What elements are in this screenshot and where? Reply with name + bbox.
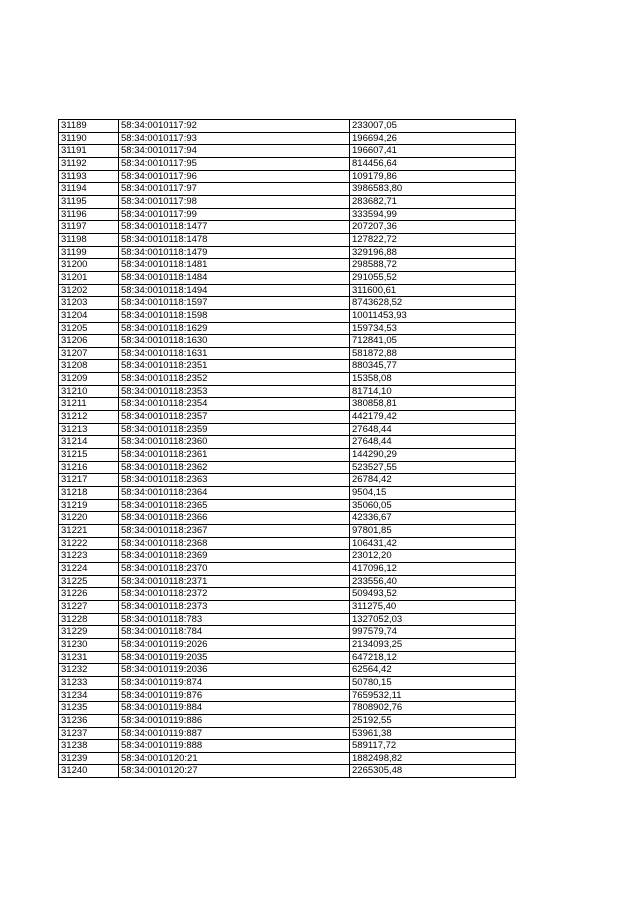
table-row bbox=[59, 562, 516, 575]
cadastral-number-cell: 58:34:0010118:1481 bbox=[119, 259, 350, 272]
row-number-cell: 31212 bbox=[59, 411, 119, 424]
row-number-cell: 31237 bbox=[59, 727, 119, 740]
table-row bbox=[59, 689, 516, 702]
cadastral-number-cell: 58:34:0010118:2353 bbox=[119, 385, 350, 398]
table-row bbox=[59, 221, 516, 234]
cadastral-number-cell: 58:34:0010118:1631 bbox=[119, 347, 350, 360]
row-number-cell: 31207 bbox=[59, 347, 119, 360]
cadastral-number-cell: 58:34:0010118:2364 bbox=[119, 487, 350, 500]
row-number-cell: 31193 bbox=[59, 170, 119, 183]
row-number-cell: 31225 bbox=[59, 575, 119, 588]
row-number-cell: 31202 bbox=[59, 284, 119, 297]
row-number-cell: 31196 bbox=[59, 208, 119, 221]
value-cell: 26784,42 bbox=[350, 474, 516, 487]
cadastral-number-cell: 58:34:0010118:2359 bbox=[119, 423, 350, 436]
value-cell: 581872,88 bbox=[350, 347, 516, 360]
value-cell: 25192,55 bbox=[350, 714, 516, 727]
table-row bbox=[59, 297, 516, 310]
value-cell: 509493,52 bbox=[350, 588, 516, 601]
cadastral-number-cell: 58:34:0010118:2363 bbox=[119, 474, 350, 487]
value-cell: 207207,36 bbox=[350, 221, 516, 234]
table-row bbox=[59, 170, 516, 183]
cadastral-number-cell: 58:34:0010118:1479 bbox=[119, 246, 350, 259]
table-row bbox=[59, 411, 516, 424]
value-cell: 814456,64 bbox=[350, 157, 516, 170]
row-number-cell: 31203 bbox=[59, 297, 119, 310]
cadastral-number-cell: 58:34:0010117:93 bbox=[119, 132, 350, 145]
cadastral-number-cell: 58:34:0010118:1630 bbox=[119, 335, 350, 348]
value-cell: 1882498,82 bbox=[350, 752, 516, 765]
table-row bbox=[59, 208, 516, 221]
value-cell: 97801,85 bbox=[350, 525, 516, 538]
data-table-body bbox=[59, 120, 516, 778]
value-cell: 10011453,93 bbox=[350, 309, 516, 322]
cadastral-number-cell: 58:34:0010118:1477 bbox=[119, 221, 350, 234]
table-row bbox=[59, 600, 516, 613]
cadastral-number-cell: 58:34:0010118:2351 bbox=[119, 360, 350, 373]
table-row bbox=[59, 385, 516, 398]
value-cell: 712841,05 bbox=[350, 335, 516, 348]
cadastral-number-cell: 58:34:0010119:874 bbox=[119, 676, 350, 689]
cadastral-number-cell: 58:34:0010118:2365 bbox=[119, 499, 350, 512]
value-cell: 106431,42 bbox=[350, 537, 516, 550]
cadastral-number-cell: 58:34:0010118:2372 bbox=[119, 588, 350, 601]
cadastral-number-cell: 58:34:0010117:97 bbox=[119, 183, 350, 196]
value-cell: 27648,44 bbox=[350, 436, 516, 449]
row-number-cell: 31190 bbox=[59, 132, 119, 145]
table-row bbox=[59, 145, 516, 158]
table-row bbox=[59, 271, 516, 284]
cadastral-number-cell: 58:34:0010118:1629 bbox=[119, 322, 350, 335]
table-row bbox=[59, 347, 516, 360]
cadastral-number-cell: 58:34:0010117:95 bbox=[119, 157, 350, 170]
row-number-cell: 31197 bbox=[59, 221, 119, 234]
table-row bbox=[59, 550, 516, 563]
value-cell: 2265305,48 bbox=[350, 765, 516, 778]
table-row bbox=[59, 499, 516, 512]
value-cell: 997579,74 bbox=[350, 626, 516, 639]
cadastral-number-cell: 58:34:0010118:1597 bbox=[119, 297, 350, 310]
value-cell: 9504,15 bbox=[350, 487, 516, 500]
value-cell: 50780,15 bbox=[350, 676, 516, 689]
table-row bbox=[59, 373, 516, 386]
table-row bbox=[59, 752, 516, 765]
table-row bbox=[59, 512, 516, 525]
row-number-cell: 31192 bbox=[59, 157, 119, 170]
value-cell: 647218,12 bbox=[350, 651, 516, 664]
row-number-cell: 31210 bbox=[59, 385, 119, 398]
value-cell: 311600,61 bbox=[350, 284, 516, 297]
row-number-cell: 31229 bbox=[59, 626, 119, 639]
cadastral-number-cell: 58:34:0010117:99 bbox=[119, 208, 350, 221]
table-row bbox=[59, 588, 516, 601]
value-cell: 23012,20 bbox=[350, 550, 516, 563]
row-number-cell: 31223 bbox=[59, 550, 119, 563]
table-row bbox=[59, 525, 516, 538]
table-row bbox=[59, 676, 516, 689]
cadastral-number-cell: 58:34:0010117:98 bbox=[119, 195, 350, 208]
value-cell: 8743628,52 bbox=[350, 297, 516, 310]
cadastral-number-cell: 58:34:0010119:2036 bbox=[119, 664, 350, 677]
table-row bbox=[59, 474, 516, 487]
table-row bbox=[59, 132, 516, 145]
table-row bbox=[59, 183, 516, 196]
table-row bbox=[59, 714, 516, 727]
value-cell: 417096,12 bbox=[350, 562, 516, 575]
cadastral-number-cell: 58:34:0010119:887 bbox=[119, 727, 350, 740]
row-number-cell: 31209 bbox=[59, 373, 119, 386]
row-number-cell: 31204 bbox=[59, 309, 119, 322]
cadastral-number-cell: 58:34:0010119:2026 bbox=[119, 638, 350, 651]
row-number-cell: 31239 bbox=[59, 752, 119, 765]
cadastral-number-cell: 58:34:0010118:2354 bbox=[119, 398, 350, 411]
cadastral-number-cell: 58:34:0010118:2357 bbox=[119, 411, 350, 424]
row-number-cell: 31215 bbox=[59, 449, 119, 462]
table-row bbox=[59, 613, 516, 626]
table-row bbox=[59, 157, 516, 170]
cadastral-number-cell: 58:34:0010118:1598 bbox=[119, 309, 350, 322]
row-number-cell: 31238 bbox=[59, 740, 119, 753]
value-cell: 880345,77 bbox=[350, 360, 516, 373]
row-number-cell: 31218 bbox=[59, 487, 119, 500]
row-number-cell: 31191 bbox=[59, 145, 119, 158]
row-number-cell: 31236 bbox=[59, 714, 119, 727]
value-cell: 15358,08 bbox=[350, 373, 516, 386]
cadastral-number-cell: 58:34:0010117:92 bbox=[119, 120, 350, 133]
row-number-cell: 31228 bbox=[59, 613, 119, 626]
cadastral-number-cell: 58:34:0010118:1478 bbox=[119, 233, 350, 246]
table-row bbox=[59, 423, 516, 436]
value-cell: 311275,40 bbox=[350, 600, 516, 613]
row-number-cell: 31233 bbox=[59, 676, 119, 689]
row-number-cell: 31222 bbox=[59, 537, 119, 550]
cadastral-number-cell: 58:34:0010117:96 bbox=[119, 170, 350, 183]
cadastral-number-cell: 58:34:0010118:2367 bbox=[119, 525, 350, 538]
row-number-cell: 31230 bbox=[59, 638, 119, 651]
value-cell: 7659532,11 bbox=[350, 689, 516, 702]
cadastral-number-cell: 58:34:0010117:94 bbox=[119, 145, 350, 158]
table-row bbox=[59, 233, 516, 246]
row-number-cell: 31189 bbox=[59, 120, 119, 133]
cadastral-number-cell: 58:34:0010118:2362 bbox=[119, 461, 350, 474]
row-number-cell: 31200 bbox=[59, 259, 119, 272]
row-number-cell: 31213 bbox=[59, 423, 119, 436]
value-cell: 283682,71 bbox=[350, 195, 516, 208]
row-number-cell: 31224 bbox=[59, 562, 119, 575]
value-cell: 380858,81 bbox=[350, 398, 516, 411]
data-table bbox=[58, 119, 516, 778]
cadastral-number-cell: 58:34:0010120:27 bbox=[119, 765, 350, 778]
table-row bbox=[59, 537, 516, 550]
cadastral-number-cell: 58:34:0010118:2361 bbox=[119, 449, 350, 462]
cadastral-number-cell: 58:34:0010118:2352 bbox=[119, 373, 350, 386]
value-cell: 35060,05 bbox=[350, 499, 516, 512]
row-number-cell: 31211 bbox=[59, 398, 119, 411]
value-cell: 159734,53 bbox=[350, 322, 516, 335]
table-row bbox=[59, 575, 516, 588]
value-cell: 291055,52 bbox=[350, 271, 516, 284]
table-row bbox=[59, 702, 516, 715]
row-number-cell: 31226 bbox=[59, 588, 119, 601]
table-row bbox=[59, 449, 516, 462]
value-cell: 589117,72 bbox=[350, 740, 516, 753]
row-number-cell: 31199 bbox=[59, 246, 119, 259]
row-number-cell: 31201 bbox=[59, 271, 119, 284]
cadastral-number-cell: 58:34:0010118:783 bbox=[119, 613, 350, 626]
value-cell: 523527,55 bbox=[350, 461, 516, 474]
row-number-cell: 31206 bbox=[59, 335, 119, 348]
value-cell: 329196,88 bbox=[350, 246, 516, 259]
cadastral-number-cell: 58:34:0010118:2373 bbox=[119, 600, 350, 613]
value-cell: 196694,26 bbox=[350, 132, 516, 145]
table-row bbox=[59, 246, 516, 259]
value-cell: 144290,29 bbox=[350, 449, 516, 462]
table-row bbox=[59, 765, 516, 778]
value-cell: 127822,72 bbox=[350, 233, 516, 246]
table-row bbox=[59, 120, 516, 133]
cadastral-number-cell: 58:34:0010118:1484 bbox=[119, 271, 350, 284]
row-number-cell: 31231 bbox=[59, 651, 119, 664]
table-row bbox=[59, 461, 516, 474]
cadastral-number-cell: 58:34:0010118:2368 bbox=[119, 537, 350, 550]
table-row bbox=[59, 664, 516, 677]
cadastral-number-cell: 58:34:0010118:2369 bbox=[119, 550, 350, 563]
row-number-cell: 31195 bbox=[59, 195, 119, 208]
cadastral-number-cell: 58:34:0010118:2371 bbox=[119, 575, 350, 588]
cadastral-number-cell: 58:34:0010118:784 bbox=[119, 626, 350, 639]
cadastral-number-cell: 58:34:0010119:876 bbox=[119, 689, 350, 702]
table-row bbox=[59, 651, 516, 664]
table-row bbox=[59, 195, 516, 208]
table-row bbox=[59, 487, 516, 500]
row-number-cell: 31234 bbox=[59, 689, 119, 702]
row-number-cell: 31219 bbox=[59, 499, 119, 512]
value-cell: 62564,42 bbox=[350, 664, 516, 677]
row-number-cell: 31221 bbox=[59, 525, 119, 538]
table-row bbox=[59, 284, 516, 297]
row-number-cell: 31240 bbox=[59, 765, 119, 778]
value-cell: 7808902,76 bbox=[350, 702, 516, 715]
table-row bbox=[59, 360, 516, 373]
value-cell: 109179,86 bbox=[350, 170, 516, 183]
row-number-cell: 31220 bbox=[59, 512, 119, 525]
table-row bbox=[59, 626, 516, 639]
value-cell: 196607,41 bbox=[350, 145, 516, 158]
table-row bbox=[59, 309, 516, 322]
row-number-cell: 31208 bbox=[59, 360, 119, 373]
row-number-cell: 31198 bbox=[59, 233, 119, 246]
table-row bbox=[59, 259, 516, 272]
value-cell: 233556,40 bbox=[350, 575, 516, 588]
row-number-cell: 31214 bbox=[59, 436, 119, 449]
cadastral-number-cell: 58:34:0010118:2370 bbox=[119, 562, 350, 575]
value-cell: 81714,10 bbox=[350, 385, 516, 398]
value-cell: 27648,44 bbox=[350, 423, 516, 436]
cadastral-number-cell: 58:34:0010119:888 bbox=[119, 740, 350, 753]
cadastral-number-cell: 58:34:0010118:2366 bbox=[119, 512, 350, 525]
value-cell: 333594,99 bbox=[350, 208, 516, 221]
table-row bbox=[59, 436, 516, 449]
value-cell: 3986583,80 bbox=[350, 183, 516, 196]
cadastral-number-cell: 58:34:0010118:2360 bbox=[119, 436, 350, 449]
table-row bbox=[59, 638, 516, 651]
row-number-cell: 31227 bbox=[59, 600, 119, 613]
row-number-cell: 31194 bbox=[59, 183, 119, 196]
value-cell: 2134093,25 bbox=[350, 638, 516, 651]
row-number-cell: 31232 bbox=[59, 664, 119, 677]
table-row bbox=[59, 322, 516, 335]
cadastral-number-cell: 58:34:0010119:2035 bbox=[119, 651, 350, 664]
row-number-cell: 31216 bbox=[59, 461, 119, 474]
cadastral-number-cell: 58:34:0010118:1494 bbox=[119, 284, 350, 297]
row-number-cell: 31205 bbox=[59, 322, 119, 335]
value-cell: 442179,42 bbox=[350, 411, 516, 424]
cadastral-number-cell: 58:34:0010120:21 bbox=[119, 752, 350, 765]
table-row bbox=[59, 740, 516, 753]
cadastral-number-cell: 58:34:0010119:884 bbox=[119, 702, 350, 715]
table-row bbox=[59, 335, 516, 348]
table-row bbox=[59, 398, 516, 411]
value-cell: 1327052,03 bbox=[350, 613, 516, 626]
value-cell: 298588,72 bbox=[350, 259, 516, 272]
value-cell: 233007,05 bbox=[350, 120, 516, 133]
row-number-cell: 31217 bbox=[59, 474, 119, 487]
value-cell: 42336,67 bbox=[350, 512, 516, 525]
row-number-cell: 31235 bbox=[59, 702, 119, 715]
cadastral-number-cell: 58:34:0010119:886 bbox=[119, 714, 350, 727]
table-row bbox=[59, 727, 516, 740]
value-cell: 53961,38 bbox=[350, 727, 516, 740]
